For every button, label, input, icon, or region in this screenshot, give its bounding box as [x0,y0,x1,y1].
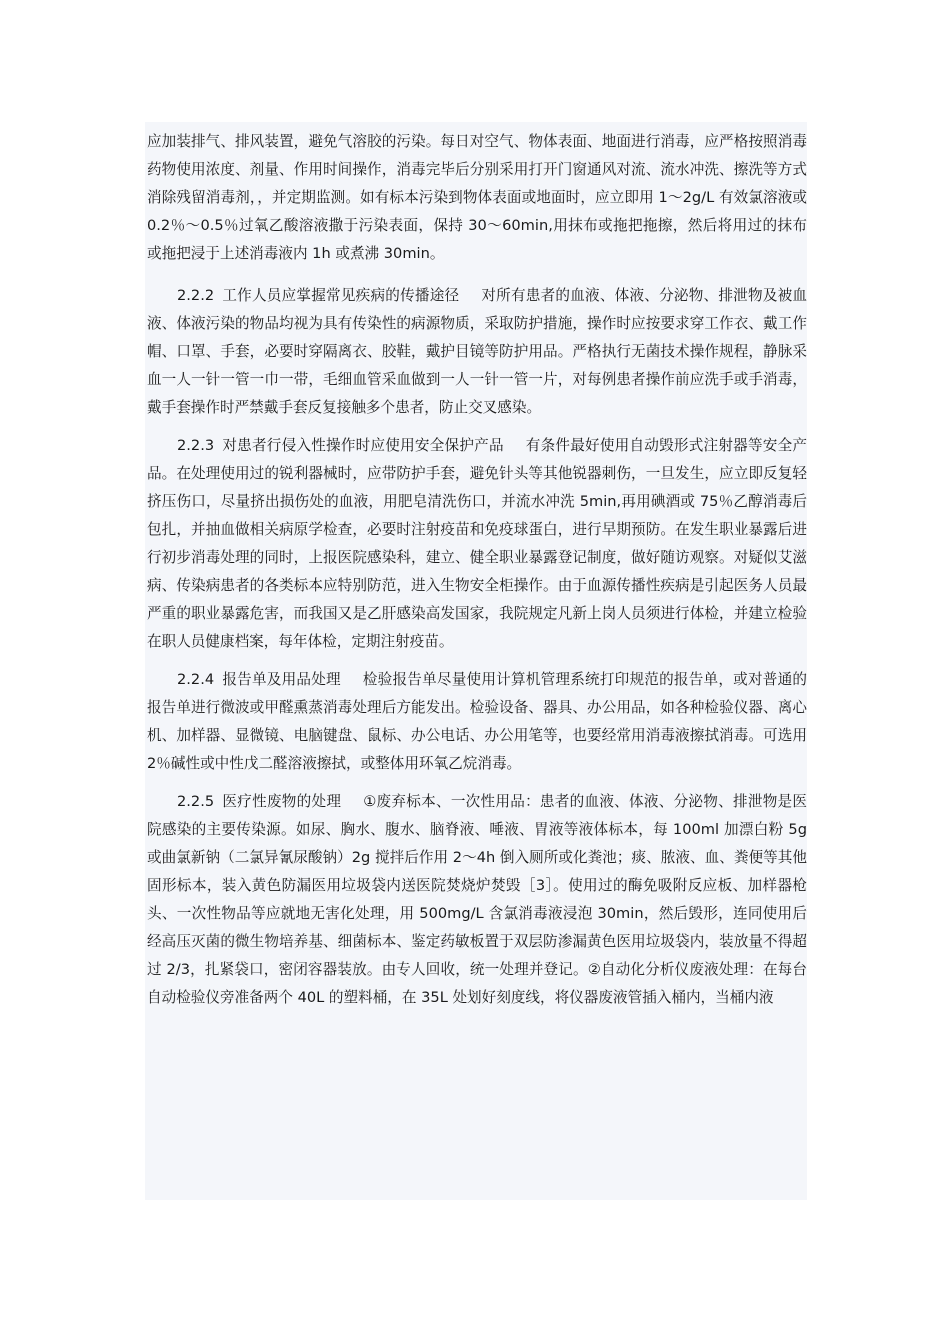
section-number: 2.2.4 [177,671,215,688]
section-title: 工作人员应掌握常见疾病的传播途径 [222,287,460,304]
paragraph-body: ①废弃标本、一次性用品：患者的血液、体液、分泌物、排泄物是医院感染的主要传染源。如尿、胸水、腹水、脑脊液、唾液、胃液等液体标本，每 100ml 加漂白粉 5g 或曲氯新钠（二氯异氰尿酸钠）2g 搅拌后作用 2～4h 倒入厕所或化粪池；痰、脓液、血、粪便等其他固形标本，装入黄色防漏医用垃圾袋内送医院焚烧炉焚毁［3］。使用过的酶免吸附反应板、加样器枪头、一次性物品等应就地无害化处理，用 500mg/L 含氯消毒液浸泡 30min，然后毁形，连同使用后经高压灭菌的微生物培养基、细菌标本、鉴定药敏板置于双层防渗漏黄色医用垃圾袋内，装放量不得超过 2/3，扎紧袋口，密闭容器装放。由专人回收，统一处理并登记。②自动化分析仪废液处理：在每台自动检验仪旁准备两个 40L 的塑料桶，在 35L 处划好刻度线，将仪器废液管插入桶内，当桶内液 [147,793,807,1006]
paragraph-body: 有条件最好使用自动毁形式注射器等安全产品。在处理使用过的锐利器械时，应带防护手套，避免针头等其他锐器刺伤，一旦发生，应立即反复轻挤压伤口，尽量挤出损伤处的血液，用肥皂清洗伤口，并流水冲洗 5min,再用碘酒或 75％乙醇消毒后包扎，并抽血做相关病原学检查，必要时注射疫苗和免疫球蛋白，进行早期预防。在发生职业暴露后进行初步消毒处理的同时，上报医院感染科，建立、健全职业暴露登记制度，做好随访观察。对疑似艾滋病、传染病患者的各类标本应特别防范，进入生物安全柜操作。由于血源传播性疾病是引起医务人员最严重的职业暴露危害，而我国又是乙肝感染高发国家，我院规定凡新上岗人员须进行体检，并建立检验在职人员健康档案，每年体检，定期注射疫苗。 [147,437,807,650]
paragraph-body: 检验报告单尽量使用计算机管理系统打印规范的报告单，或对普通的报告单进行微波或甲醛熏蒸消毒处理后方能发出。检验设备、器具、办公用品，如各种检验仪器、离心机、加样器、显微镜、电脑键盘、鼠标、办公电话、办公用笔等，也要经常用消毒液擦拭消毒。可选用 2％碱性或中性戊二醛溶液擦拭，或整体用环氧乙烷消毒。 [147,671,807,772]
paragraph-disinfection-continued [147,128,807,268]
section-title: 医疗性废物的处理 [222,793,342,810]
paragraph-2-2-3 [147,432,807,656]
paragraph-2-2-4 [147,666,807,778]
section-number: 2.2.5 [177,793,215,810]
section-number: 2.2.3 [177,437,215,454]
section-number: 2.2.2 [177,287,215,304]
section-title: 报告单及用品处理 [222,671,341,688]
paragraph-2-2-5 [147,788,807,1012]
text-content-area [145,122,807,1200]
section-title: 对患者行侵入性操作时应使用安全保护产品 [222,437,504,454]
paragraph-2-2-2 [147,282,807,422]
paragraph-body: 应加装排气、排风装置，避免气溶胶的污染。每日对空气、物体表面、地面进行消毒，应严格按照消毒药物使用浓度、剂量、作用时间操作，消毒完毕后分别采用打开门窗通风对流、流水冲洗、擦洗等方式消除残留消毒剂，，并定期监测。如有标本污染到物体表面或地面时，应立即用 1～2g/L 有效氯溶液或 0.2％～0.5％过氧乙酸溶液撒于污染表面，保持 30～60min,用抹布或拖把拖擦，然后将用过的抹布或拖把浸于上述消毒液内 1h 或煮沸 30min。 [147,133,807,262]
paragraph-body: 对所有患者的血液、体液、分泌物、排泄物及被血液、体液污染的物品均视为具有传染性的病源物质，采取防护措施，操作时应按要求穿工作衣、戴工作帽、口罩、手套，必要时穿隔离衣、胶鞋，戴护目镜等防护用品。严格执行无菌技术操作规程，静脉采血一人一针一管一巾一带，毛细血管采血做到一人一针一管一片，对每例患者操作前应洗手或手消毒，戴手套操作时严禁戴手套反复接触多个患者，防止交叉感染。 [147,287,807,416]
